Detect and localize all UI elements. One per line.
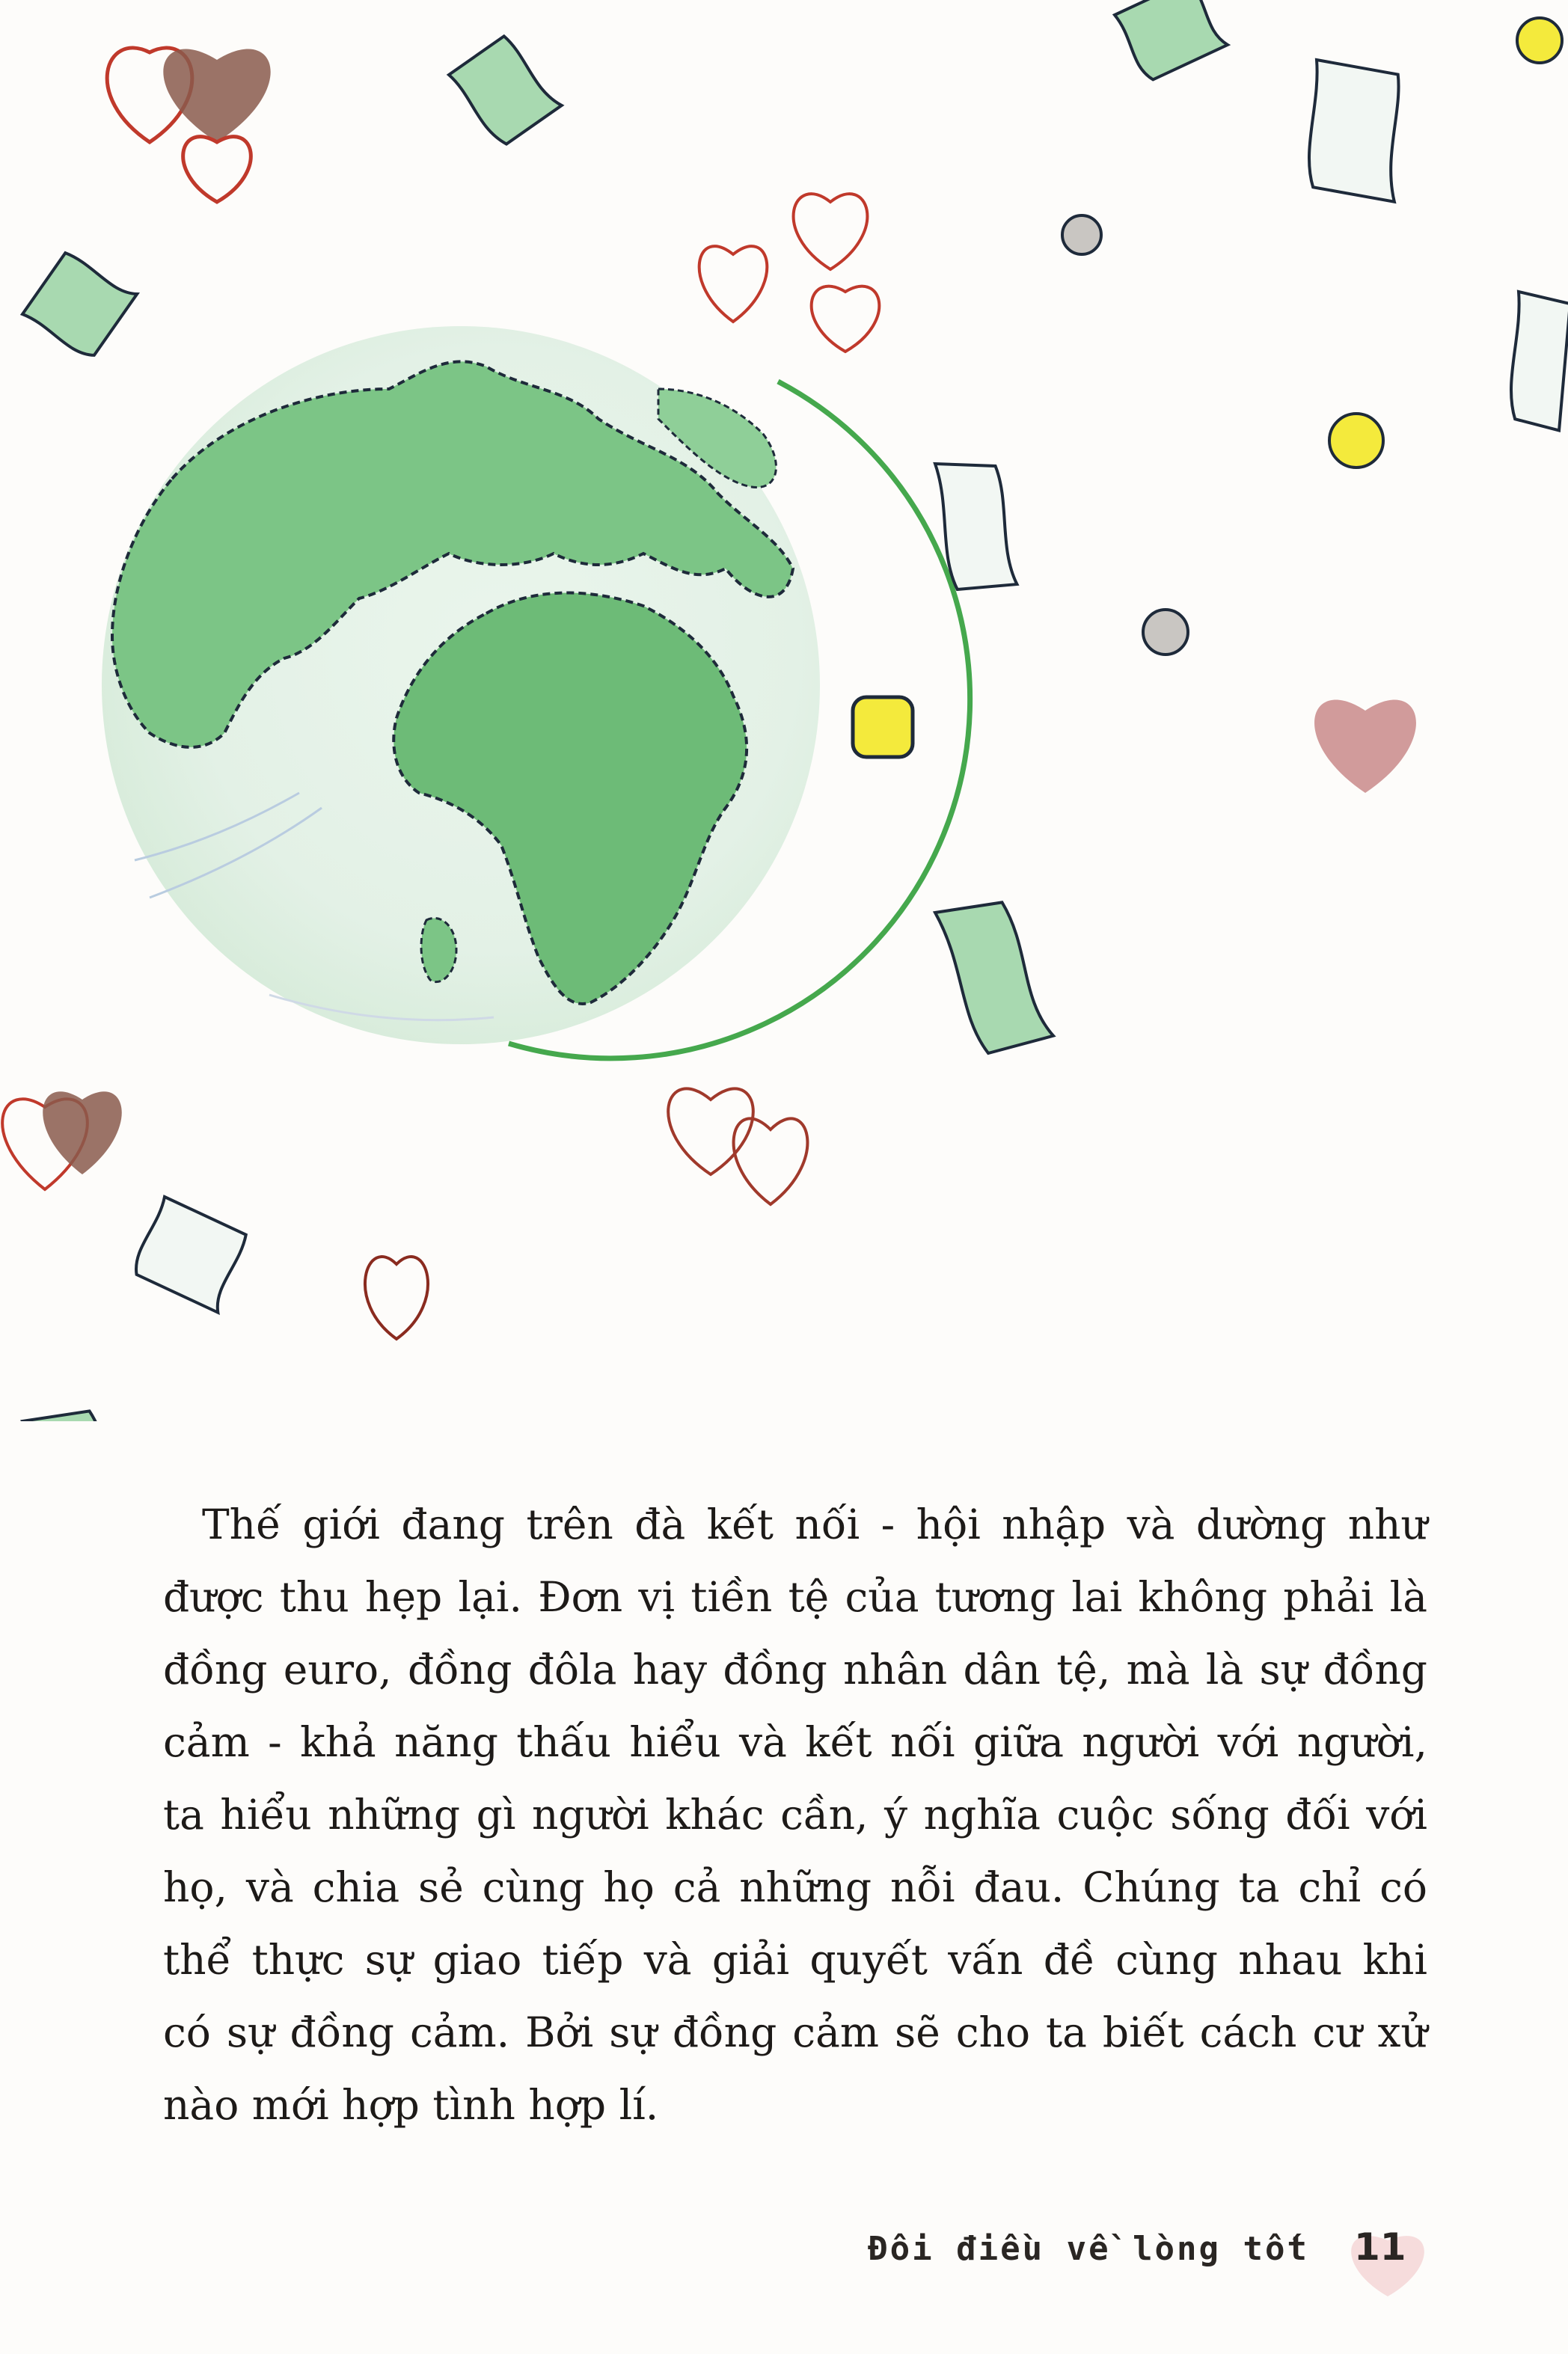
paragraph-line: Thế giới đang trên đà kết nối - hội nhập và dường như [202, 1501, 1427, 1548]
heart-icon [734, 1118, 808, 1204]
running-title: Đôi điều về lòng tốt [868, 2230, 1309, 2268]
paragraph-line: đồng euro, đồng đôla hay đồng nhân dân tệ, mà là sự đồng [163, 1646, 1427, 1694]
heart-icon [183, 137, 251, 202]
heart-icon [699, 246, 768, 322]
paragraph-line: có sự đồng cảm. Bởi sự đồng cảm sẽ cho ta biết cách cư xử [163, 2008, 1427, 2056]
heart-icon [43, 1091, 122, 1174]
coin-icon [1062, 215, 1101, 254]
coin-icon [1329, 414, 1383, 468]
banknote-icon [1507, 292, 1568, 430]
coin-icon [853, 697, 913, 757]
page-number: 11 [1354, 2225, 1406, 2269]
paragraph-line: ta hiểu những gì người khác cần, ý nghĩa cuộc sống đối với [163, 1791, 1427, 1839]
heart-icon [1314, 700, 1416, 793]
paragraph-line: cảm - khả năng thấu hiểu và kết nối giữa người với người, [163, 1718, 1427, 1766]
body-paragraph [163, 1489, 1427, 2142]
paragraph-line: được thu hẹp lại. Đơn vị tiền tệ của tương lai không phải là [163, 1573, 1427, 1621]
heart-icon [794, 194, 868, 269]
coin-icon [1143, 610, 1188, 655]
banknote-icon [1305, 60, 1406, 202]
banknote-icon [22, 1402, 129, 1421]
heart-icon [668, 1088, 753, 1174]
paragraph-line: nào mới hợp tình hợp lí. [163, 2081, 659, 2129]
heart-icon [812, 286, 880, 352]
banknote-icon [449, 32, 562, 149]
coin-icon [1517, 18, 1562, 63]
banknote-icon [22, 247, 137, 361]
paragraph-line: họ, và chia sẻ cùng họ cả những nỗi đau. Chúng ta chỉ có [163, 1863, 1427, 1911]
banknote-icon [1115, 0, 1228, 83]
heart-icon [365, 1257, 428, 1339]
page-footer [868, 2225, 1421, 2285]
banknote-icon [935, 892, 1053, 1058]
banknote-icon [130, 1197, 253, 1313]
heart-icon [163, 49, 270, 142]
paragraph-line: thể thực sự giao tiếp và giải quyết vấn đề cùng nhau khi [163, 1936, 1427, 1984]
globe-earth-icon [102, 326, 970, 1058]
